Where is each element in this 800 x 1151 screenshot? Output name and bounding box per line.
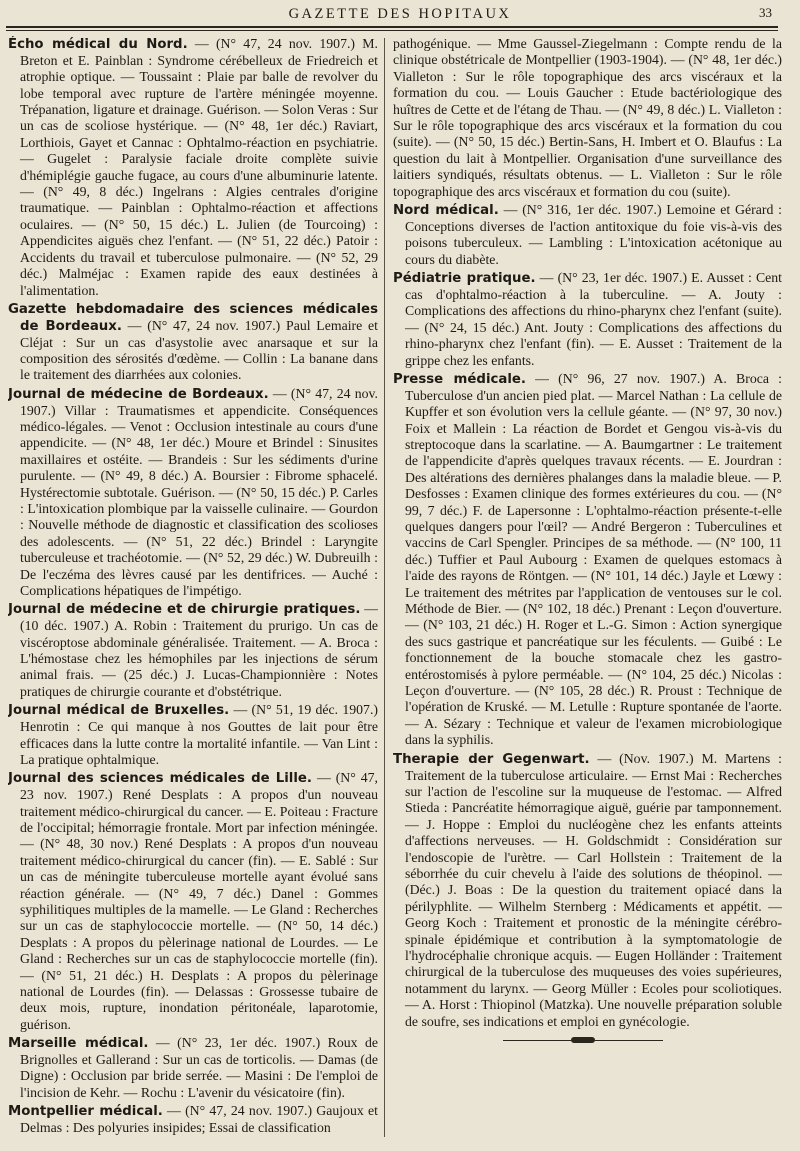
entry-heading: Journal de médecine et de chirurgie pratiques. xyxy=(8,602,361,618)
entry-heading: Journal de médecine de Bordeaux. xyxy=(8,386,269,402)
ornament-mark xyxy=(571,1037,595,1043)
journal-title: GAZETTE DES HOPITAUX xyxy=(288,6,512,22)
review-entry xyxy=(8,770,378,1033)
entry-heading: Nord médical. xyxy=(393,203,499,219)
review-entry xyxy=(8,36,378,299)
entry-text: — (N° 23, 1er déc. 1907.) Roux de Brignolles et Gallerand : Sur un cas de torticolis. — Damas (de Digne) : Occlusion par bride serrée. — Masini : De l'emploi de l'incision de Kehr. — Rochu : L'avenir du vésicatoire (fin). xyxy=(20,1035,378,1100)
entry-text: — (N° 23, 1er déc. 1907.) E. Ausset : Cent cas d'ophtalmo-réaction à la tuberculine. — A. Jouty : Complications des affections du rhino-pharynx chez l'enfant (suite). — (N° 24, 15 déc.) Ant. Jouty : Complications des affections du rhino-pharynx chez l'enfant (fin). — E. Ausset : Traitement de la grippe chez les enfants. xyxy=(405,270,782,368)
entry-heading: Therapie der Gegenwart. xyxy=(393,751,590,767)
header-rule-thin xyxy=(6,30,778,31)
entry-heading: Écho médical du Nord. xyxy=(8,37,188,52)
entry-heading: Journal médical de Bruxelles. xyxy=(8,703,230,719)
entry-heading: Pédiatrie pratique. xyxy=(393,271,536,287)
review-entry xyxy=(8,702,378,768)
entry-text: — (N° 47, 24 nov. 1907.) Gaujoux et Delmas : Des polyuries insipides; Essai de classification xyxy=(20,1103,378,1136)
entry-text: — (N° 47, 23 nov. 1907.) René Desplats : A propos d'un nouveau traitement médico-chirurgical du cancer. — E. Poiteau : Fracture de l'occipital; hémorragie frontale. Mort par infection méningée. — (N° 48, 30 nov.) René Desplats : A propos d'un nouveau traitement médico-chirurgical du cancer (fin). — E. Sablé : Sur un cas de méningite tuberculeuse mortelle ayant évolué sans réaction générale. — (N° 49, 7 déc.) Danel : Gommes syphilitiques multiples de la mamelle. — Le Gland : Recherches sur un cas de staphylococcie mortelle. — (N° 50, 14 déc.) Desplats : A propos du pèlerinage national de Lourdes. — Le Gland : Recherches sur un cas de staphylococcie mortelle (fin). — (N° 51, 21 déc.) H. Desplats : A propos du pèlerinage national de Lourdes (fin). — Delassas : Grossesse tubaire de deux mois, rupture, inondation péritonéale, laparotomie, guérison. xyxy=(20,770,378,1032)
entry-heading: Marseille médical. xyxy=(8,1036,149,1052)
entry-text: — (N° 51, 19 déc. 1907.) Henrotin : Ce qui manque à nos Gouttes de lait pour être efficaces dans la lutte contre la mortalité infantile. — Van Lint : La pratique ophtalmique. xyxy=(20,702,378,767)
entry-text: — (N° 316, 1er déc. 1907.) Lemoine et Gérard : Conceptions diverses de l'action antitoxique du foie vis-à-vis des poisons tuberculeux. — Lambling : L'intoxication acétonique au cours du diabète. xyxy=(405,202,782,267)
review-entry xyxy=(393,751,782,1030)
entry-text: — (Nov. 1907.) M. Martens : Traitement de la tuberculose articulaire. — Ernst Mai : Recherches sur l'action de l'escoline sur la muqueuse de l'estomac. — Alfred Stieda : Pancréatite hémorragique aiguë, guérie par tamponnement. — J. Hoppe : Emploi du nucléogène chez les enfants atteints d'affections nerveuses. — H. Goldschmidt : Considération sur l'endoscopie de l'urètre. — Carl Hollstein : Traitement de la séborrhée du cuir chevelu à l'aide des solutions de théopinol. — (Déc.) J. Boas : De la question du traitement opiacé dans la périlyphlite. — Wilhelm Sternberg : Médicaments et appétit. — Georg Koch : Traitement et pronostic de la méningite cérébro-spinale épidémique et contribution à la symptomatologie de l'hydrocéphalie chronique acquis. — Eugen Holländer : Traitement chirurgical de la tuberculose des muqueuses des voies supérieures, notamment du larynx. — Georg Müller : Ecoles pour scoliotiques. — A. Horst : Thiopinol (Matzka). Une nouvelle préparation soluble de soufre, ses indications et emploi en gynécologie. xyxy=(405,750,782,1029)
entry-heading: Montpellier médical. xyxy=(8,1104,163,1120)
review-entry xyxy=(8,386,378,600)
column-divider xyxy=(384,38,385,1137)
entry-text: — (N° 47, 24 nov. 1907.) Paul Lemaire et Cléjat : Sur un cas d'asystolie avec anarsaque et sur la composition des sérosités d'œdème. — Collin : La banane dans le traitement des diarrhées aux colonies. xyxy=(20,317,378,383)
entry-heading: Gazette hebdomadaire des sciences médicales de Bordeaux. xyxy=(8,301,378,334)
header-rule-thick xyxy=(6,26,778,28)
entry-text: — (10 déc. 1907.) A. Robin : Traitement du prurigo. Un cas de viscéroptose abdominale généralisée. Traitement. — A. Broca : L'hémostase chez les hémophiles par les injections de sérum animal frais. — (25 déc.) J. Lucas-Championnière : Notes pratiques de chirurgie courante et d'obstétrique. xyxy=(20,601,378,699)
entry-text: pathogénique. — Mme Gaussel-Ziegelmann : Compte rendu de la clinique obstétricale de Montpellier (1903-1904). — (N° 48, 1er déc.) Vialleton : Sur le rôle topographique des arcs viscéraux et la formation du cou. — Louis Gaucher : Etude bactériologique des huîtres de Cette et de l'étang de Thau. — (N° 49, 8 déc.) L. Vialleton : Sur le rôle topographique des arcs viscéraux et la formation du cou (suite). — (N° 50, 15 déc.) Bertin-Sans, H. Imbert et O. Blaufus : La question du lait à Montpellier. Organisation d'une surveillance des laitiers syndiqués, résultats obtenus. — L. Vialleton : Sur le rôle topographique des arcs viscéraux et formation du cou (suite). xyxy=(393,36,782,199)
review-entry xyxy=(8,601,378,700)
page-number: 33 xyxy=(759,5,772,20)
entry-heading: Presse médicale. xyxy=(393,371,526,387)
entry-text: — (N° 96, 27 nov. 1907.) A. Broca : Tuberculose d'un ancien pied plat. — Marcel Nathan : La cellule de Kupffer et son évolution vers la cellule géante. — (N° 97, 30 nov.) Foix et Mallein : La réaction de Bordet et Gengou vis-à-vis du streptocoque dans la scarlatine. — A. Baumgartner : Le traitement de l'appendicite d'après quelques travaux récents. — E. Jourdran : Des altérations des dernières phalanges dans la maladie bleue. — P. Desfosses : Examen clinique des formes extérieures du cou. — (N° 99, 7 déc.) F. de Lapersonne : L'ophtalmo-réaction présente-t-elle quelques dangers pour l'œil? — André Bergeron : Tuberculines et vaccins de Carl Spengler. Principes de sa méthode. — (N° 100, 11 déc.) Tuffier et Paul Aubourg : Examen de quelques estomacs à l'aide des rayons de Röntgen. — (N° 101, 14 déc.) Jayle et Lœwy : Le traitement des métrites par l'application de ventouses sur le col. Méthode de Bier. — (N° 102, 18 déc.) Prenant : Leçon d'ouverture. — (N° 103, 21 déc.) H. Roger et L.-G. Simon : Action synergique des sucs gastrique et pancréatique sur les féculents. — Guibé : Le fonctionnement de la bouche stomacale chez les gastro-entérostomisés à pylore perméable. — (N° 104, 25 déc.) Nicolas : Leçon d'ouverture. — (N° 105, 28 déc.) R. Proust : Technique de l'opération de Kruské. — M. Letulle : Rupture spontanée de l'aorte. — A. Sézary : Technique et valeur de l'examen microbiologique dans la syphilis. xyxy=(405,370,782,748)
page-header xyxy=(0,0,800,34)
review-entry xyxy=(393,270,782,369)
right-column xyxy=(393,36,782,1139)
review-entry xyxy=(8,1103,378,1136)
review-entry-continued xyxy=(393,36,782,200)
entry-heading: Journal des sciences médicales de Lille. xyxy=(8,771,312,787)
entry-text: — (N° 47, 24 nov. 1907.) M. Breton et E. Painblan : Syndrome cérébelleux de Friedreich et atrophie optique. — Toussaint : Plaie par balle de revolver du lobe temporal avec rupture de l'artère méningée moyenne. Trépanation, ligature et drainage. Guérison. — Solon Veras : Sur un cas de scoliose hystérique. — (N° 48, 1er déc.) Raviart, Lorthiois, Gayet et Cannac : Ophtalmo-réaction en psychiatrie. — Gugelet : Paralysie faciale droite complète suivie d'hémiplégie gauche fugace, au cours d'une albuminurie latente. — (N° 49, 8 déc.) Ingelrans : Algies centrales d'origine traumatique. — Painblan : Ophtalmo-réaction et affections oculaires. — (N° 50, 15 déc.) L. Julien (de Tourcoing) : Appendicites aiguës chez l'enfant. — (N° 51, 22 déc.) Patoir : Accidents du travail et tuberculose pulmonaire. — (N° 52, 29 déc.) Malméjac : Examen rapide des eaux destinées à l'alimentation. xyxy=(20,36,378,298)
review-entry xyxy=(8,301,378,384)
review-entry xyxy=(393,202,782,268)
entry-text: — (N° 47, 24 nov. 1907.) Villar : Traumatismes et appendicite. Conséquences médico-légales. — Venot : Occlusion intestinale au cours d'une appendicite. — (N° 48, 1er déc.) Moure et Brindel : Sinusites maxillaires et ostéite. — Brandeis : Sur les sédiments d'urine purulente. — (N° 49, 8 déc.) A. Boursier : Fibrome sphacelé. Hystérectomie subtotale. Guérison. — (N° 50, 15 déc.) P. Carles : L'intoxication plombique par la vaisselle culinaire. — Gourdon : Nouvelle méthode de diagnostic et classification des scolioses des adolescents. — (N° 51, 22 déc.) Brindel : Laryngite tuberculeuse et trachéotomie. — (N° 52, 29 déc.) W. Dubreuilh : De l'eczéma des lèvres causé par les dentifrices. — Auché : Complications hépatiques de l'impétigo. xyxy=(20,385,378,599)
review-entry xyxy=(393,371,782,749)
left-column xyxy=(8,36,378,1139)
review-entry xyxy=(8,1035,378,1101)
section-end-ornament xyxy=(393,1036,782,1046)
